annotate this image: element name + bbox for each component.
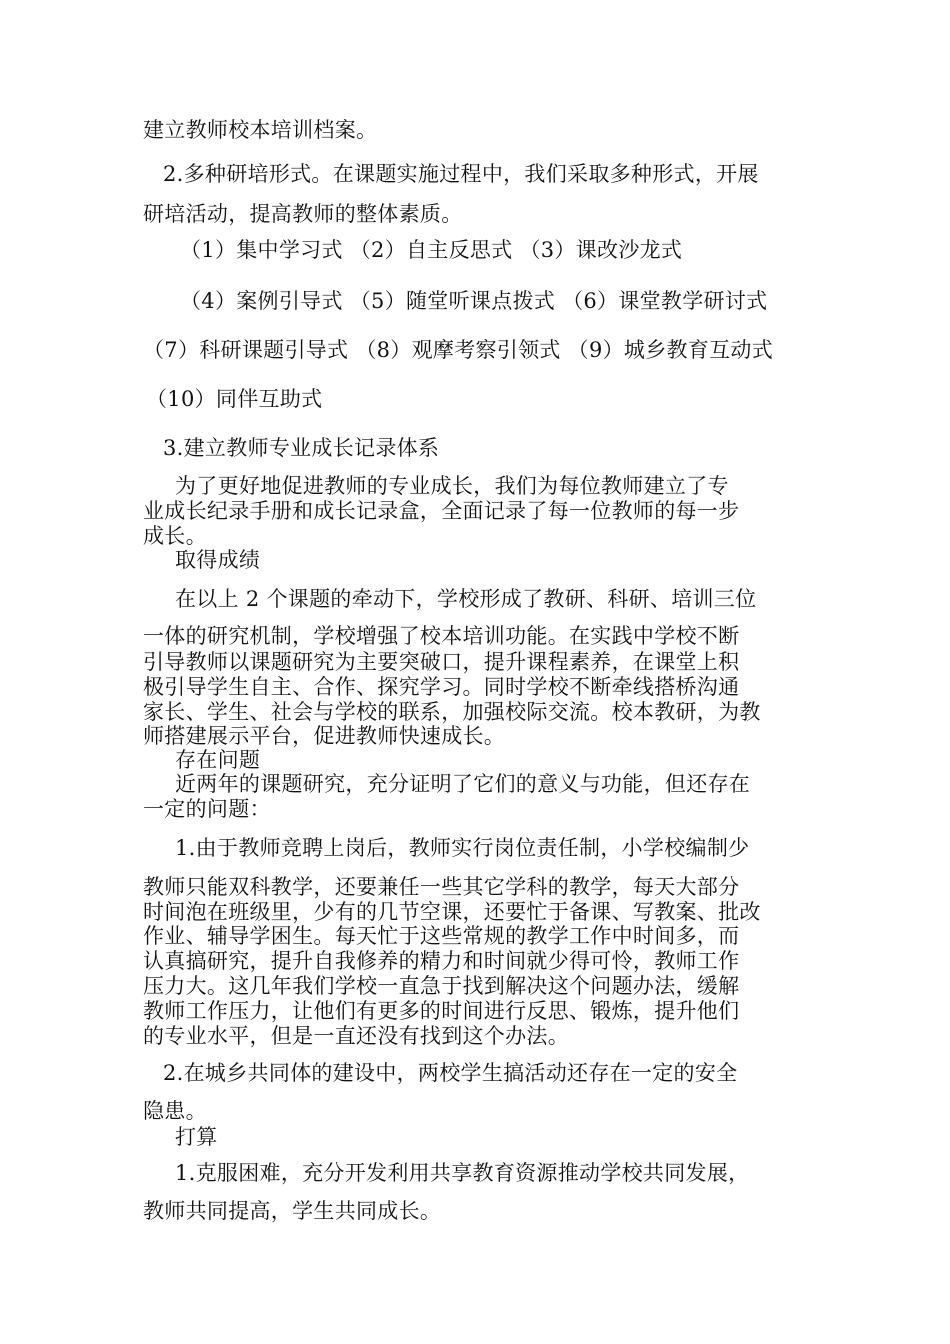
section-heading: 2.多种研培形式。在课题实施过程中，我们采取多种形式，开展 <box>163 162 759 186</box>
text-line: 的专业水平，但是一直还没有找到这个办法。 <box>143 1024 569 1048</box>
list-item: （4）案例引导式 （5）随堂听课点拨式 （6）课堂教学研讨式 <box>180 289 768 313</box>
text-line: 建立教师校本培训档案。 <box>143 118 378 142</box>
text-line: 近两年的课题研究，充分证明了它们的意义与功能，但还存在 <box>175 772 751 796</box>
text-line: 教师工作压力，让他们有更多的时间进行反思、锻炼，提升他们 <box>143 999 740 1023</box>
section-heading: 存在问题 <box>175 748 261 772</box>
text-line: 1.克服困难，充分开发利用共享教育资源推动学校共同发展， <box>175 1161 750 1185</box>
text-line: 1.由于教师竞聘上岗后，教师实行岗位责任制，小学校编制少 <box>175 836 750 860</box>
text-line: 引导教师以课题研究为主要突破口，提升课程素养，在课堂上积 <box>143 650 740 674</box>
section-heading: 打算 <box>175 1125 218 1149</box>
section-heading: 取得成绩 <box>175 548 261 572</box>
list-item: （1）集中学习式 （2）自主反思式 （3）课改沙龙式 <box>180 238 683 262</box>
text-line: 家长、学生、社会与学校的联系，加强校际交流。校本教研，为教 <box>143 700 761 724</box>
text-line: 一定的问题： <box>143 797 271 821</box>
text-line: 认真搞研究，提升自我修养的精力和时间就少得可怜，教师工作 <box>143 949 740 973</box>
text-line: 为了更好地促进教师的专业成长，我们为每位教师建立了专 <box>175 474 729 498</box>
text-line: 在以上 2 个课题的牵动下，学校形成了教研、科研、培训三位 <box>175 587 757 611</box>
text-line: 研培活动，提高教师的整体素质。 <box>143 202 463 226</box>
text-line: 师搭建展示平台，促进教师快速成长。 <box>143 724 506 748</box>
section-heading: 3.建立教师专业成长记录体系 <box>163 436 440 460</box>
text-line: 作业、辅导学困生。每天忙于这些常规的教学工作中时间多，而 <box>143 924 740 948</box>
text-line: 隐患。 <box>143 1099 207 1123</box>
text-line: 压力大。这几年我们学校一直急于找到解决这个问题办法，缓解 <box>143 974 740 998</box>
list-item: （10）同伴互助式 <box>146 387 323 411</box>
text-line: 业成长纪录手册和成长记录盒，全面记录了每一位教师的每一步 <box>143 499 740 523</box>
text-line: 一体的研究机制，学校增强了校本培训功能。在实践中学校不断 <box>143 624 740 648</box>
list-item: （7）科研课题引导式 （8）观摩考察引领式 （9）城乡教育互动式 <box>143 338 774 362</box>
text-line: 成长。 <box>143 524 207 548</box>
text-line: 2.在城乡共同体的建设中，两校学生搞活动还存在一定的安全 <box>163 1061 738 1085</box>
text-line: 极引导学生自主、合作、探究学习。同时学校不断牵线搭桥沟通 <box>143 675 740 699</box>
text-line: 时间泡在班级里，少有的几节空课，还要忙于备课、写教案、批改 <box>143 900 761 924</box>
text-line: 教师共同提高，学生共同成长。 <box>143 1199 442 1223</box>
text-line: 教师只能双科教学，还要兼任一些其它学科的教学，每天大部分 <box>143 875 740 899</box>
